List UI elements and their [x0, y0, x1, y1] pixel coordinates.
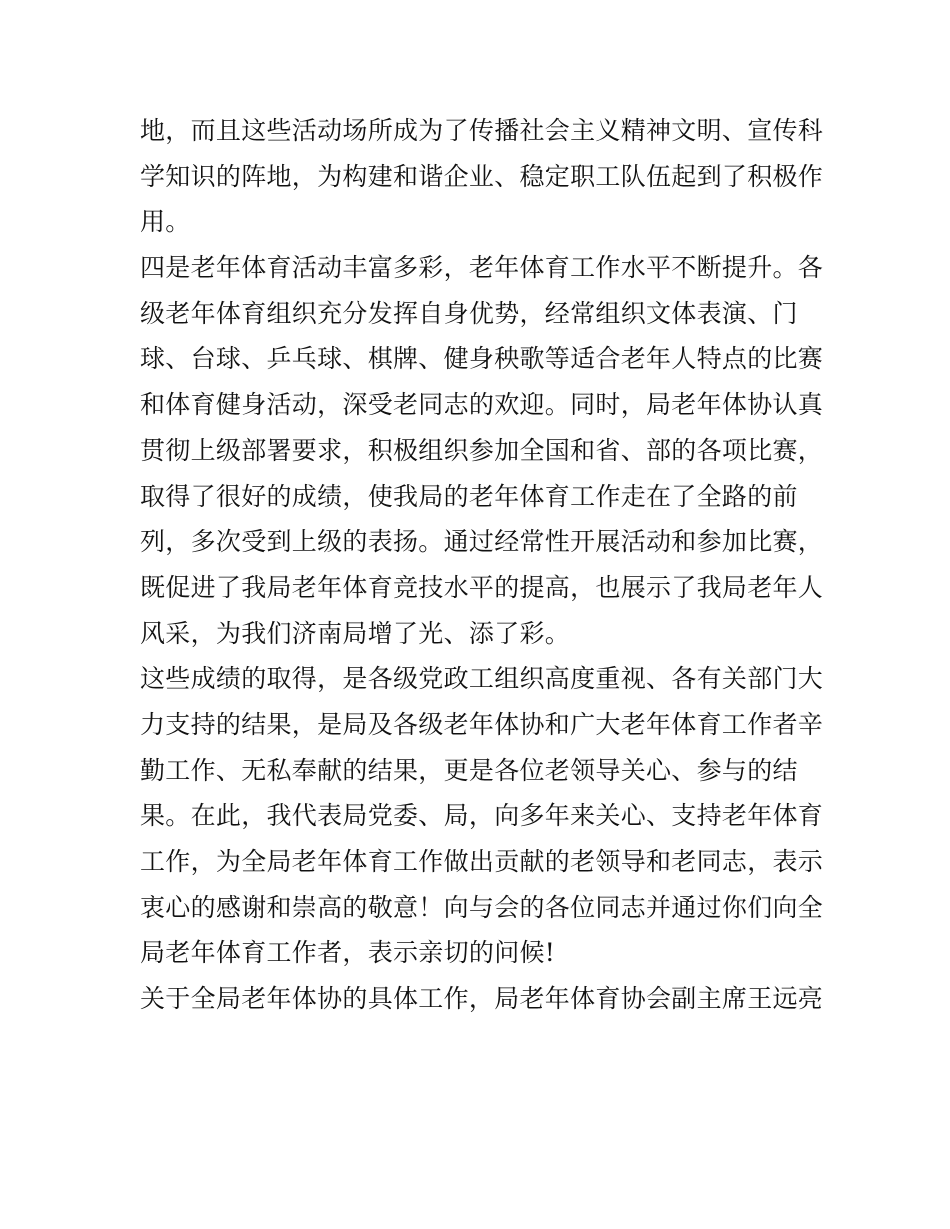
- text-line: 球、台球、乒乓球、棋牌、健身秧歌等适合老年人特点的比赛: [140, 344, 824, 374]
- text-line: 四是老年体育活动丰富多彩，老年体育工作水平不断提升。各: [140, 253, 824, 283]
- text-line: 取得了很好的成绩，使我局的老年体育工作走在了全路的前: [140, 481, 798, 511]
- text-line: 衷心的感谢和崇高的敬意！向与会的各位同志并通过你们向全: [140, 892, 824, 922]
- text-line: 局老年体育工作者，表示亲切的问候!: [140, 938, 556, 968]
- text-line: 既促进了我局老年体育竞技水平的提高，也展示了我局老年人: [140, 572, 824, 602]
- text-line: 和体育健身活动，深受老同志的欢迎。同时，局老年体协认真: [140, 390, 824, 420]
- text-line: 贯彻上级部署要求，积极组织参加全国和省、部的各项比赛，: [140, 435, 824, 465]
- text-line: 风采，为我们济南局增了光、添了彩。: [140, 618, 571, 648]
- text-line: 工作，为全局老年体育工作做出贡献的老领导和老同志，表示: [140, 847, 824, 876]
- body-text: [140, 108, 824, 1022]
- text-line: 用。: [140, 207, 191, 237]
- text-line: 这些成绩的取得，是各级党政工组织高度重视、各有关部门大: [140, 664, 824, 694]
- text-line: 关于全局老年体协的具体工作，局老年体育协会副主席王远亮: [140, 984, 824, 1014]
- text-line: 地，而且这些活动场所成为了传播社会主义精神文明、宣传科: [140, 116, 824, 145]
- text-line: 勤工作、无私奉献的结果，更是各位老领导关心、参与的结: [140, 755, 798, 785]
- text-line: 列，多次受到上级的表扬。通过经常性开展活动和参加比赛，: [140, 527, 824, 557]
- text-line: 力支持的结果，是局及各级老年体协和广大老年体育工作者辛: [140, 709, 824, 739]
- text-line: 级老年体育组织充分发挥自身优势，经常组织文体表演、门: [140, 298, 798, 328]
- text-line: 学知识的阵地，为构建和谐企业、稳定职工队伍起到了积极作: [140, 161, 824, 191]
- text-line: 果。在此，我代表局党委、局，向多年来关心、支持老年体育: [140, 801, 824, 831]
